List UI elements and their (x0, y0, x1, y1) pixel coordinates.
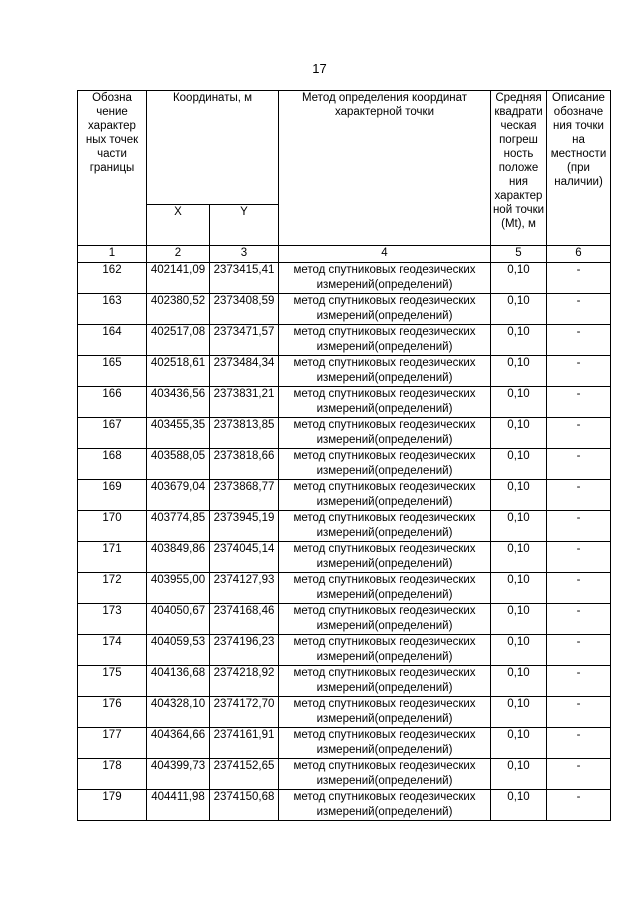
cell-method: метод спутниковых геодезических измерений(определений) (279, 635, 491, 666)
cell-x: 402141,09 (147, 263, 210, 294)
cell-accuracy: 0,10 (491, 604, 547, 635)
cell-method: метод спутниковых геодезических измерений(определений) (279, 418, 491, 449)
column-numbers-row (78, 246, 611, 263)
cell-method: метод спутниковых геодезических измерений(определений) (279, 759, 491, 790)
cell-description: - (547, 728, 611, 759)
cell-description: - (547, 573, 611, 604)
cell-point: 178 (78, 759, 147, 790)
cell-x: 404059,53 (147, 635, 210, 666)
cell-x: 402518,61 (147, 356, 210, 387)
cell-method: метод спутниковых геодезических измерений(определений) (279, 542, 491, 573)
table-row (78, 635, 611, 666)
cell-description: - (547, 449, 611, 480)
table-row (78, 356, 611, 387)
cell-x: 403679,04 (147, 480, 210, 511)
cell-description: - (547, 294, 611, 325)
cell-method: метод спутниковых геодезических измерений(определений) (279, 480, 491, 511)
cell-y: 2373945,19 (210, 511, 279, 542)
cell-accuracy: 0,10 (491, 356, 547, 387)
table-row (78, 573, 611, 604)
cell-x: 404411,98 (147, 790, 210, 821)
cell-x: 403588,05 (147, 449, 210, 480)
cell-point: 162 (78, 263, 147, 294)
cell-point: 164 (78, 325, 147, 356)
cell-accuracy: 0,10 (491, 759, 547, 790)
cell-description: - (547, 418, 611, 449)
cell-accuracy: 0,10 (491, 542, 547, 573)
cell-method: метод спутниковых геодезических измерений(определений) (279, 666, 491, 697)
cell-x: 403849,86 (147, 542, 210, 573)
cell-y: 2374127,93 (210, 573, 279, 604)
cell-y: 2373813,85 (210, 418, 279, 449)
cell-method: метод спутниковых геодезических измерений(определений) (279, 511, 491, 542)
cell-y: 2373818,66 (210, 449, 279, 480)
header-row (78, 91, 611, 205)
cell-point: 177 (78, 728, 147, 759)
cell-description: - (547, 325, 611, 356)
table-row (78, 418, 611, 449)
header-x: X (147, 205, 210, 246)
cell-accuracy: 0,10 (491, 325, 547, 356)
cell-description: - (547, 697, 611, 728)
cell-point: 175 (78, 666, 147, 697)
cell-description: - (547, 542, 611, 573)
cell-accuracy: 0,10 (491, 635, 547, 666)
cell-x: 402380,52 (147, 294, 210, 325)
cell-accuracy: 0,10 (491, 728, 547, 759)
cell-x: 402517,08 (147, 325, 210, 356)
table-row (78, 511, 611, 542)
cell-accuracy: 0,10 (491, 418, 547, 449)
cell-point: 171 (78, 542, 147, 573)
cell-method: метод спутниковых геодезических измерений(определений) (279, 387, 491, 418)
cell-x: 403774,85 (147, 511, 210, 542)
cell-x: 404136,68 (147, 666, 210, 697)
cell-point: 168 (78, 449, 147, 480)
cell-method: метод спутниковых геодезических измерений(определений) (279, 356, 491, 387)
table-row (78, 728, 611, 759)
cell-method: метод спутниковых геодезических измерений(определений) (279, 790, 491, 821)
table-row (78, 449, 611, 480)
cell-point: 172 (78, 573, 147, 604)
header-coordinates: Координаты, м (147, 91, 279, 205)
cell-description: - (547, 635, 611, 666)
cell-y: 2373831,21 (210, 387, 279, 418)
table-row (78, 325, 611, 356)
cell-method: метод спутниковых геодезических измерений(определений) (279, 573, 491, 604)
cell-method: метод спутниковых геодезических измерений(определений) (279, 604, 491, 635)
cell-description: - (547, 604, 611, 635)
cell-point: 166 (78, 387, 147, 418)
cell-x: 403455,35 (147, 418, 210, 449)
cell-description: - (547, 263, 611, 294)
table-row (78, 387, 611, 418)
page-number: 17 (312, 61, 327, 76)
cell-accuracy: 0,10 (491, 790, 547, 821)
cell-description: - (547, 666, 611, 697)
table-row (78, 790, 611, 821)
cell-description: - (547, 387, 611, 418)
cell-description: - (547, 356, 611, 387)
cell-y: 2374218,92 (210, 666, 279, 697)
cell-accuracy: 0,10 (491, 666, 547, 697)
cell-method: метод спутниковых геодезических измерений(определений) (279, 728, 491, 759)
cell-method: метод спутниковых геодезических измерений(определений) (279, 263, 491, 294)
cell-accuracy: 0,10 (491, 387, 547, 418)
cell-x: 404399,73 (147, 759, 210, 790)
cell-accuracy: 0,10 (491, 511, 547, 542)
header-y: Y (210, 205, 279, 246)
cell-y: 2374161,91 (210, 728, 279, 759)
cell-accuracy: 0,10 (491, 263, 547, 294)
cell-point: 174 (78, 635, 147, 666)
cell-x: 404364,66 (147, 728, 210, 759)
coordinates-table (77, 90, 611, 821)
table-row (78, 480, 611, 511)
cell-point: 163 (78, 294, 147, 325)
table-row (78, 666, 611, 697)
cell-y: 2374045,14 (210, 542, 279, 573)
cell-method: метод спутниковых геодезических измерений(определений) (279, 449, 491, 480)
cell-accuracy: 0,10 (491, 449, 547, 480)
header-description: Описание обозначе ния точки на местности (при наличии) (547, 91, 611, 246)
cell-point: 167 (78, 418, 147, 449)
cell-accuracy: 0,10 (491, 480, 547, 511)
cell-x: 404328,10 (147, 697, 210, 728)
cell-y: 2374196,23 (210, 635, 279, 666)
cell-y: 2374150,68 (210, 790, 279, 821)
cell-description: - (547, 511, 611, 542)
table-row (78, 759, 611, 790)
table-row (78, 697, 611, 728)
cell-y: 2374172,70 (210, 697, 279, 728)
table-row (78, 294, 611, 325)
cell-y: 2373484,34 (210, 356, 279, 387)
header-accuracy: Средняя квадрати ческая погреш ность положе ния характер ной точки (Mt), м (491, 91, 547, 246)
cell-method: метод спутниковых геодезических измерений(определений) (279, 697, 491, 728)
column-number: 6 (547, 246, 611, 263)
cell-y: 2373408,59 (210, 294, 279, 325)
table-row (78, 542, 611, 573)
cell-y: 2374168,46 (210, 604, 279, 635)
cell-point: 173 (78, 604, 147, 635)
cell-y: 2373868,77 (210, 480, 279, 511)
cell-point: 176 (78, 697, 147, 728)
column-number: 2 (147, 246, 210, 263)
cell-point: 179 (78, 790, 147, 821)
cell-accuracy: 0,10 (491, 697, 547, 728)
header-method: Метод определения координат характерной точки (279, 91, 491, 246)
cell-x: 403436,56 (147, 387, 210, 418)
cell-y: 2374152,65 (210, 759, 279, 790)
column-number: 4 (279, 246, 491, 263)
header-point-designation: Обозна чение характер ных точек части границы (78, 91, 147, 246)
table-row (78, 604, 611, 635)
table-row (78, 263, 611, 294)
cell-y: 2373471,57 (210, 325, 279, 356)
cell-method: метод спутниковых геодезических измерений(определений) (279, 325, 491, 356)
cell-point: 165 (78, 356, 147, 387)
column-number: 5 (491, 246, 547, 263)
cell-point: 170 (78, 511, 147, 542)
cell-accuracy: 0,10 (491, 294, 547, 325)
cell-x: 403955,00 (147, 573, 210, 604)
column-number: 1 (78, 246, 147, 263)
cell-accuracy: 0,10 (491, 573, 547, 604)
cell-y: 2373415,41 (210, 263, 279, 294)
cell-point: 169 (78, 480, 147, 511)
cell-x: 404050,67 (147, 604, 210, 635)
cell-description: - (547, 759, 611, 790)
cell-description: - (547, 480, 611, 511)
column-number: 3 (210, 246, 279, 263)
cell-method: метод спутниковых геодезических измерений(определений) (279, 294, 491, 325)
cell-description: - (547, 790, 611, 821)
